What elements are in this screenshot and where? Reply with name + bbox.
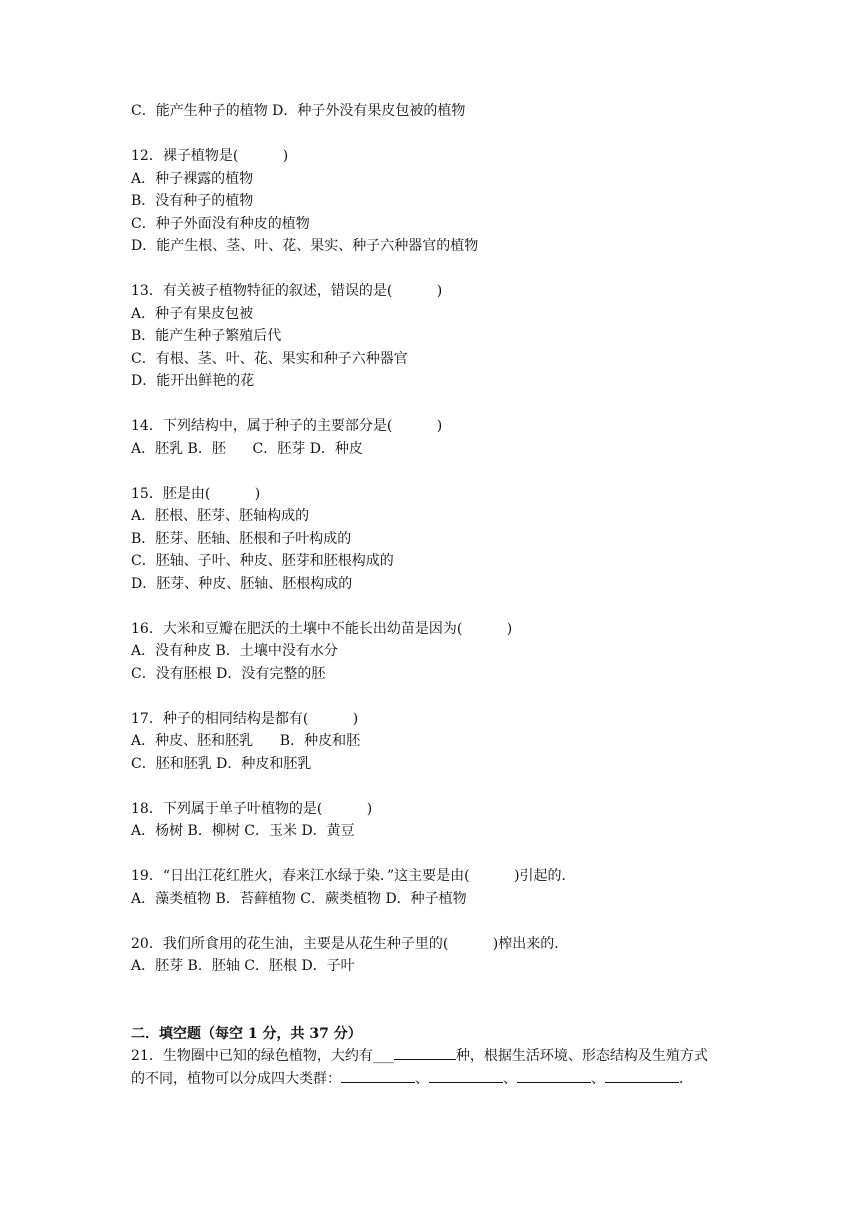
options-line: A．胚乳 B．胚 C．胚芽 D．种皮 [131, 440, 363, 457]
question-stem: 14．下列结构中，属于种子的主要部分是( ) [131, 418, 443, 434]
option-c: C．胚轴、子叶、种皮、胚芽和胚根构成的 [131, 553, 394, 569]
question-14 [131, 415, 771, 460]
question-18 [131, 798, 771, 843]
option-a: A．胚根、胚芽、胚轴构成的 [131, 508, 310, 524]
spacer [131, 685, 771, 708]
section-title: 二．填空题（每空 1 分，共 37 分） [131, 1025, 362, 1042]
fill-blank[interactable] [394, 1045, 456, 1060]
spacer [131, 595, 771, 618]
question-15 [131, 483, 771, 596]
options-line: A．杨树 B．柳树 C．玉米 D．黄豆 [131, 823, 355, 839]
question-16 [131, 618, 771, 686]
option-d: D．胚芽、种皮、胚轴、胚根构成的 [131, 575, 353, 592]
question-20 [131, 933, 771, 978]
fill-blank[interactable] [429, 1068, 503, 1083]
question-13 [131, 280, 771, 393]
separator: 、 [415, 1070, 429, 1087]
option-a: A．种子有果皮包被 [131, 305, 254, 322]
spacer [131, 910, 771, 933]
option-c: C．种子外面没有种皮的植物 [131, 215, 310, 232]
question-17 [131, 708, 771, 776]
document-page [131, 100, 771, 1090]
fill-blank[interactable] [341, 1068, 415, 1083]
option-a: A．种子裸露的植物 [131, 170, 254, 187]
options-line: C．没有胚根 D．没有完整的胚 [131, 665, 326, 682]
spacer [131, 258, 771, 281]
question-21-line-2 [131, 1068, 771, 1091]
question-stem: 12．裸子植物是( ) [131, 148, 289, 164]
question-stem: 13．有关被子植物特征的叙述，错误的是( ) [131, 283, 443, 299]
question-stem: 16．大米和豆瓣在肥沃的土壤中不能长出幼苗是因为( ) [131, 620, 513, 637]
option-d: D．能产生根、茎、叶、花、果实、种子六种器官的植物 [131, 238, 479, 254]
q21-blank-prefix: ___ [372, 1048, 394, 1064]
q21-text: 21．生物圈中已知的绿色植物，大约有 [131, 1048, 373, 1064]
spacer [131, 123, 771, 146]
question-stem: 18．下列属于单子叶植物的是( ) [131, 800, 373, 817]
question-stem: 20．我们所食用的花生油，主要是从花生种子里的( )榨出来的． [131, 935, 569, 952]
q11-options-tail: C．能产生种子的植物 D．种子外没有果皮包被的植物 [131, 103, 466, 119]
spacer [131, 775, 771, 798]
separator: 、 [503, 1070, 517, 1087]
fill-blank[interactable] [605, 1068, 679, 1083]
spacer [131, 843, 771, 866]
options-line: A．种皮、胚和胚乳 B．种皮和胚 [131, 733, 361, 749]
option-b: B．能产生种子繁殖后代 [131, 328, 282, 344]
question-stem: 17．种子的相同结构是都有( ) [131, 710, 359, 727]
options-line: A．没有种皮 B．土壤中没有水分 [131, 643, 338, 659]
q21-text: 种，根据生活环境、形态结构及生殖方式 [455, 1048, 708, 1064]
options-line: C．胚和胚乳 D．种皮和胚乳 [131, 755, 312, 772]
spacer [131, 978, 771, 1023]
question-21-line-1 [131, 1045, 771, 1068]
option-c: C．有根、茎、叶、花、果实和种子六种器官 [131, 350, 408, 367]
question-stem: 15．胚是由( ) [131, 485, 261, 502]
q21-text: 的不同，植物可以分成四大类群： [131, 1070, 341, 1087]
period: ． [679, 1070, 693, 1087]
option-d: D．能开出鲜艳的花 [131, 373, 255, 389]
question-12 [131, 145, 771, 258]
separator: 、 [591, 1070, 605, 1087]
option-b: B．胚芽、胚轴、胚根和子叶构成的 [131, 530, 352, 547]
question-stem: 19．“日出江花红胜火，春来江水绿于染．”这主要是由( )引起的． [131, 868, 576, 884]
options-line: A．胚芽 B．胚轴 C．胚根 D．子叶 [131, 958, 355, 974]
option-b: B．没有种子的植物 [131, 193, 254, 209]
fill-blank[interactable] [517, 1068, 591, 1083]
question-19 [131, 865, 771, 910]
options-line: A．藻类植物 B．苔藓植物 C．蕨类植物 D．种子植物 [131, 890, 467, 907]
spacer [131, 460, 771, 483]
spacer [131, 393, 771, 416]
